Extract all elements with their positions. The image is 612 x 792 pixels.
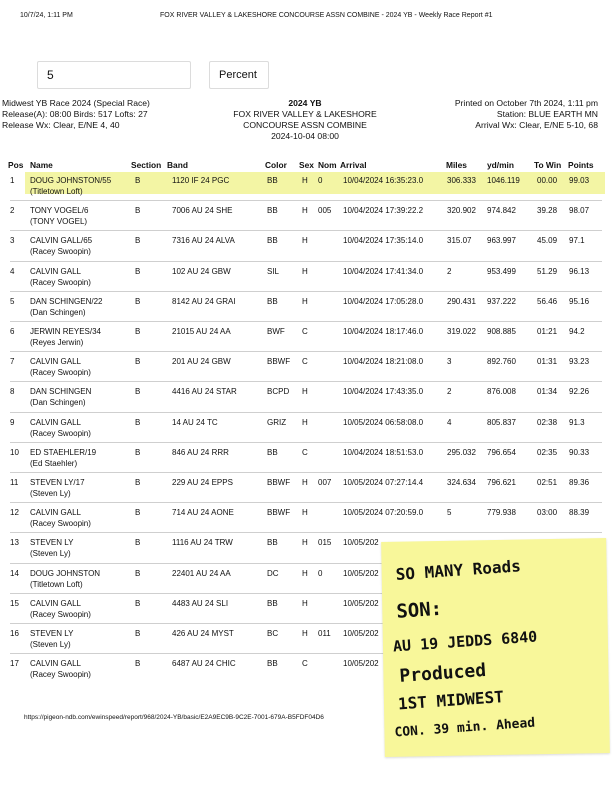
cell-ydmin: 892.760 (487, 357, 516, 367)
cell-sex: C (302, 447, 308, 457)
cell-pos: 5 (10, 296, 15, 306)
cell-name: CALVIN GALL/65 (30, 236, 93, 246)
note-line-2: SON: (395, 597, 443, 623)
note-line-4: Produced (398, 659, 487, 687)
cell-pos: 3 (10, 236, 15, 246)
cell-arrival: 10/04/2024 18:21:08.0 (343, 357, 424, 367)
top-percent-value: 5 (47, 68, 54, 82)
cell-name: STEVEN LY (30, 629, 74, 638)
cell-towin: 56.46 (537, 296, 558, 306)
cell-band: 21015 AU 24 AA (172, 327, 231, 336)
row-divider (10, 472, 602, 473)
col-arrival: Arrival (340, 160, 367, 170)
cell-pos: 13 (10, 538, 19, 548)
cell-pos: 6 (10, 327, 15, 336)
cell-loft: (Racey Swoopin) (30, 670, 91, 680)
cell-color: BCPD (267, 387, 290, 397)
cell-loft: (Racey Swoopin) (30, 368, 91, 378)
cell-miles: 2 (447, 266, 452, 276)
cell-pos: 16 (10, 629, 19, 638)
cell-miles: 319.022 (447, 327, 476, 336)
cell-pos: 11 (10, 478, 19, 487)
cell-name: DOUG JOHNSTON (30, 568, 101, 578)
cell-points: 89.36 (569, 478, 590, 487)
cell-band: 426 AU 24 MYST (172, 629, 234, 638)
cell-section: B (135, 568, 141, 578)
cell-points: 90.33 (569, 447, 590, 457)
col-name: Name (30, 160, 53, 170)
cell-towin: 00.00 (537, 176, 558, 185)
cell-color: BB (267, 659, 278, 669)
table-row (0, 384, 612, 414)
cell-name: DAN SCHINGEN (30, 387, 92, 397)
cell-arrival: 10/04/2024 17:41:34.0 (343, 266, 424, 276)
cell-loft: (Steven Ly) (30, 489, 71, 498)
cell-pos: 1 (10, 176, 15, 185)
sticky-note (381, 538, 610, 757)
cell-loft: (Dan Schingen) (30, 398, 86, 408)
table-row (0, 475, 612, 505)
release-info: Release(A): 08:00 Birds: 517 Lofts: 27 (2, 109, 148, 119)
col-towin: To Win (534, 160, 562, 170)
cell-sex: H (302, 266, 308, 276)
row-divider (10, 502, 602, 503)
station: Station: BLUE EARTH MN (496, 109, 598, 119)
cell-band: 6487 AU 24 CHIC (172, 659, 236, 669)
cell-nom: 011 (318, 629, 331, 638)
cell-towin: 02:51 (537, 478, 558, 487)
cell-ydmin: 953.499 (487, 266, 516, 276)
printed-on: Printed on October 7th 2024, 1:11 pm (454, 98, 598, 108)
note-line-6: CON. 39 min. Ahead (394, 715, 536, 741)
cell-points: 88.39 (569, 508, 590, 518)
cell-color: GRIZ (267, 417, 287, 427)
cell-sex: H (302, 176, 308, 185)
cell-color: BB (267, 176, 278, 185)
race-info-right (420, 98, 598, 131)
cell-miles: 324.634 (447, 478, 476, 487)
cell-section: B (135, 447, 141, 457)
cell-section: B (135, 478, 141, 487)
race-info-center (205, 98, 405, 142)
cell-sex: H (302, 387, 308, 397)
cell-section: B (135, 598, 141, 608)
cell-pos: 14 (10, 568, 19, 578)
cell-band: 14 AU 24 TC (172, 417, 218, 427)
row-divider (10, 230, 602, 231)
cell-sex: C (302, 357, 308, 367)
col-nom: Nom (318, 160, 337, 170)
race-name: Midwest YB Race 2024 (Special Race) (2, 98, 150, 108)
cell-name: CALVIN GALL (30, 508, 81, 518)
cell-sex: H (302, 508, 308, 518)
cell-pos: 4 (10, 266, 15, 276)
cell-color: BBWF (267, 357, 291, 367)
report-url[interactable]: https://pigeon-ndb.com/ewinspeed/report/968/2024-YB/basic/E2A9EC9B-9C2E-7001-679A-B5FDF04D6 (24, 714, 324, 721)
row-divider (10, 442, 602, 443)
cell-arrival: 10/04/2024 16:35:23.0 (343, 176, 424, 185)
cell-towin: 01:31 (537, 357, 558, 367)
cell-color: BB (267, 447, 278, 457)
cell-ydmin: 876.008 (487, 387, 516, 397)
cell-section: B (135, 236, 141, 246)
cell-sex: H (302, 568, 308, 578)
cell-ydmin: 963.997 (487, 236, 516, 246)
table-row (0, 324, 612, 354)
cell-section: B (135, 508, 141, 518)
cell-color: BB (267, 598, 278, 608)
cell-ydmin: 908.885 (487, 327, 516, 336)
cell-pos: 10 (10, 447, 19, 457)
race-info-left (2, 98, 150, 131)
row-divider (10, 261, 602, 262)
note-line-5: 1ST MIDWEST (397, 687, 505, 714)
cell-band: 7316 AU 24 ALVA (172, 236, 235, 246)
cell-points: 95.16 (569, 296, 590, 306)
cell-band: 1120 IF 24 PGC (172, 176, 230, 185)
cell-arrival: 10/04/2024 17:43:35.0 (343, 387, 424, 397)
cell-name: CALVIN GALL (30, 598, 81, 608)
cell-name: TONY VOGEL/6 (30, 206, 89, 216)
cell-name: DOUG JOHNSTON/55 (30, 176, 112, 185)
cell-ydmin: 796.654 (487, 447, 516, 457)
cell-loft: (Steven Ly) (30, 549, 71, 559)
cell-loft: (Steven Ly) (30, 640, 71, 649)
cell-nom: 0 (318, 568, 323, 578)
cell-color: BB (267, 296, 278, 306)
cell-points: 97.1 (569, 236, 585, 246)
cell-sex: H (302, 206, 308, 216)
cell-arrival: 10/05/202 (343, 629, 379, 638)
row-divider (10, 200, 602, 201)
cell-ydmin: 805.837 (487, 417, 516, 427)
cell-points: 93.23 (569, 357, 590, 367)
cell-loft: (Reyes Jerwin) (30, 338, 84, 347)
report-title: FOX RIVER VALLEY & LAKESHORE CONCOURSE ASSN COMBINE - 2024 YB - Weekly Race Report #1 (160, 12, 493, 19)
cell-towin: 02:35 (537, 447, 558, 457)
cell-name: CALVIN GALL (30, 417, 81, 427)
cell-loft: (Racey Swoopin) (30, 428, 91, 438)
table-row (0, 264, 612, 294)
cell-miles: 295.032 (447, 447, 476, 457)
cell-nom: 007 (318, 478, 332, 487)
cell-band: 714 AU 24 AONE (172, 508, 234, 518)
cell-sex: H (302, 478, 308, 487)
row-divider (10, 291, 602, 292)
cell-miles: 3 (447, 357, 452, 367)
cell-arrival: 10/04/2024 17:05:28.0 (343, 296, 424, 306)
percent-button-label: Percent (219, 69, 257, 81)
cell-arrival: 10/05/202 (343, 568, 379, 578)
cell-section: B (135, 296, 141, 306)
cell-loft: (Ed Staehler) (30, 458, 78, 468)
cell-color: BB (267, 206, 278, 216)
cell-points: 91.3 (569, 417, 585, 427)
cell-section: B (135, 629, 141, 638)
cell-pos: 12 (10, 508, 19, 518)
cell-name: CALVIN GALL (30, 659, 81, 669)
col-points: Points (568, 160, 594, 170)
cell-pos: 8 (10, 387, 15, 397)
col-ydmin: yd/min (487, 160, 514, 170)
cell-color: BC (267, 629, 279, 638)
cell-ydmin: 779.938 (487, 508, 516, 518)
cell-color: BB (267, 236, 278, 246)
cell-name: ED STAEHLER/19 (30, 447, 97, 457)
cell-pos: 7 (10, 357, 15, 367)
cell-arrival: 10/04/2024 18:17:46.0 (343, 327, 424, 336)
cell-band: 229 AU 24 EPPS (172, 478, 233, 487)
cell-loft: (Racey Swoopin) (30, 277, 91, 287)
cell-sex: H (302, 629, 308, 638)
cell-miles: 315.07 (447, 236, 472, 246)
cell-nom: 005 (318, 206, 332, 216)
cell-points: 98.07 (569, 206, 590, 216)
cell-pos: 9 (10, 417, 15, 427)
race-start: 2024-10-04 08:00 (271, 131, 339, 141)
cell-towin: 01:21 (537, 327, 558, 336)
cell-name: STEVEN LY/17 (30, 478, 85, 487)
row-divider (10, 321, 602, 322)
cell-name: DAN SCHINGEN/22 (30, 296, 103, 306)
cell-loft: (Titletown Loft) (30, 579, 83, 589)
cell-band: 8142 AU 24 GRAI (172, 296, 236, 306)
cell-arrival: 10/05/2024 07:20:59.0 (343, 508, 424, 518)
cell-miles: 306.333 (447, 176, 476, 185)
cell-loft: (TONY VOGEL) (30, 217, 88, 227)
arrival-weather: Arrival Wx: Clear, E/NE 5-10, 68 (475, 120, 598, 130)
cell-sex: C (302, 327, 308, 336)
cell-arrival: 10/05/2024 06:58:08.0 (343, 417, 424, 427)
cell-nom: 015 (318, 538, 332, 548)
cell-arrival: 10/04/2024 17:39:22.2 (343, 206, 424, 216)
combine-name-1: FOX RIVER VALLEY & LAKESHORE (233, 109, 377, 119)
table-row (0, 354, 612, 384)
cell-sex: H (302, 417, 308, 427)
cell-ydmin: 974.842 (487, 206, 516, 216)
row-divider (10, 532, 602, 533)
combine-name-2: CONCOURSE ASSN COMBINE (243, 120, 367, 130)
col-color: Color (265, 160, 287, 170)
cell-band: 4483 AU 24 SLI (172, 598, 229, 608)
cell-section: B (135, 327, 141, 336)
cell-sex: H (302, 598, 308, 608)
cell-nom: 0 (318, 176, 323, 185)
col-band: Band (167, 160, 188, 170)
cell-band: 4416 AU 24 STAR (172, 387, 237, 397)
cell-sex: C (302, 659, 308, 669)
top-percent-input[interactable] (37, 61, 191, 89)
cell-band: 846 AU 24 RRR (172, 447, 229, 457)
cell-pos: 17 (10, 659, 19, 669)
cell-section: B (135, 538, 141, 548)
cell-section: B (135, 176, 141, 185)
cell-ydmin: 1046.119 (487, 176, 520, 185)
cell-towin: 02:38 (537, 417, 558, 427)
cell-arrival: 10/05/2024 07:27:14.4 (343, 478, 424, 487)
cell-miles: 320.902 (447, 206, 476, 216)
cell-loft: (Racey Swoopin) (30, 247, 91, 257)
cell-loft: (Racey Swoopin) (30, 609, 91, 619)
cell-name: STEVEN LY (30, 538, 74, 548)
cell-ydmin: 796.621 (487, 478, 516, 487)
cell-color: BB (267, 538, 278, 548)
cell-name: CALVIN GALL (30, 266, 81, 276)
cell-towin: 39.28 (537, 206, 558, 216)
table-row (0, 203, 612, 233)
cell-section: B (135, 357, 141, 367)
cell-arrival: 10/05/202 (343, 538, 379, 548)
row-divider (10, 381, 602, 382)
cell-points: 96.13 (569, 266, 590, 276)
col-section: Section (131, 160, 162, 170)
cell-sex: H (302, 538, 308, 548)
cell-band: 201 AU 24 GBW (172, 357, 231, 367)
cell-name: CALVIN GALL (30, 357, 81, 367)
cell-color: BWF (267, 327, 285, 336)
cell-loft: (Dan Schingen) (30, 307, 86, 317)
cell-section: B (135, 659, 141, 669)
cell-color: BBWF (267, 478, 291, 487)
col-pos: Pos (8, 160, 24, 170)
table-row (0, 415, 612, 445)
cell-band: 1116 AU 24 TRW (172, 538, 233, 548)
table-row (0, 233, 612, 263)
percent-button[interactable] (209, 61, 269, 89)
cell-miles: 290.431 (447, 296, 476, 306)
cell-section: B (135, 417, 141, 427)
cell-band: 7006 AU 24 SHE (172, 206, 233, 216)
release-weather: Release Wx: Clear, E/NE 4, 40 (2, 120, 120, 130)
cell-color: BBWF (267, 508, 291, 518)
cell-miles: 4 (447, 417, 452, 427)
cell-towin: 51.29 (537, 266, 558, 276)
cell-section: B (135, 387, 141, 397)
cell-section: B (135, 266, 141, 276)
cell-loft: (Titletown Loft) (30, 187, 83, 196)
col-sex: Sex (299, 160, 314, 170)
col-miles: Miles (446, 160, 467, 170)
cell-arrival: 10/05/202 (343, 598, 379, 608)
note-line-1: SO MANY Roads (395, 556, 522, 584)
cell-towin: 01:34 (537, 387, 558, 397)
cell-arrival: 10/04/2024 18:51:53.0 (343, 447, 424, 457)
cell-color: DC (267, 568, 279, 578)
cell-pos: 15 (10, 598, 19, 608)
cell-loft: (Racey Swoopin) (30, 519, 91, 529)
cell-ydmin: 937.222 (487, 296, 516, 306)
cell-miles: 2 (447, 387, 452, 397)
cell-miles: 5 (447, 508, 452, 518)
race-season: 2024 YB (288, 98, 322, 108)
note-line-3: AU 19 JEDDS 6840 (392, 627, 538, 656)
cell-color: SIL (267, 266, 280, 276)
table-row (0, 505, 612, 535)
cell-arrival: 10/04/2024 17:35:14.0 (343, 236, 424, 246)
table-row (0, 173, 612, 203)
cell-points: 94.2 (569, 327, 585, 336)
cell-band: 102 AU 24 GBW (172, 266, 231, 276)
cell-sex: H (302, 296, 308, 306)
table-row (0, 445, 612, 475)
print-datetime: 10/7/24, 1:11 PM (20, 12, 73, 19)
cell-towin: 03:00 (537, 508, 558, 518)
cell-pos: 2 (10, 206, 15, 216)
cell-points: 99.03 (569, 176, 590, 185)
cell-points: 92.26 (569, 387, 590, 397)
row-divider (10, 412, 602, 413)
cell-name: JERWIN REYES/34 (30, 327, 101, 336)
row-divider (10, 351, 602, 352)
cell-towin: 45.09 (537, 236, 558, 246)
table-row (0, 294, 612, 324)
cell-arrival: 10/05/202 (343, 659, 379, 669)
cell-sex: H (302, 236, 308, 246)
cell-section: B (135, 206, 141, 216)
cell-band: 22401 AU 24 AA (172, 568, 231, 578)
